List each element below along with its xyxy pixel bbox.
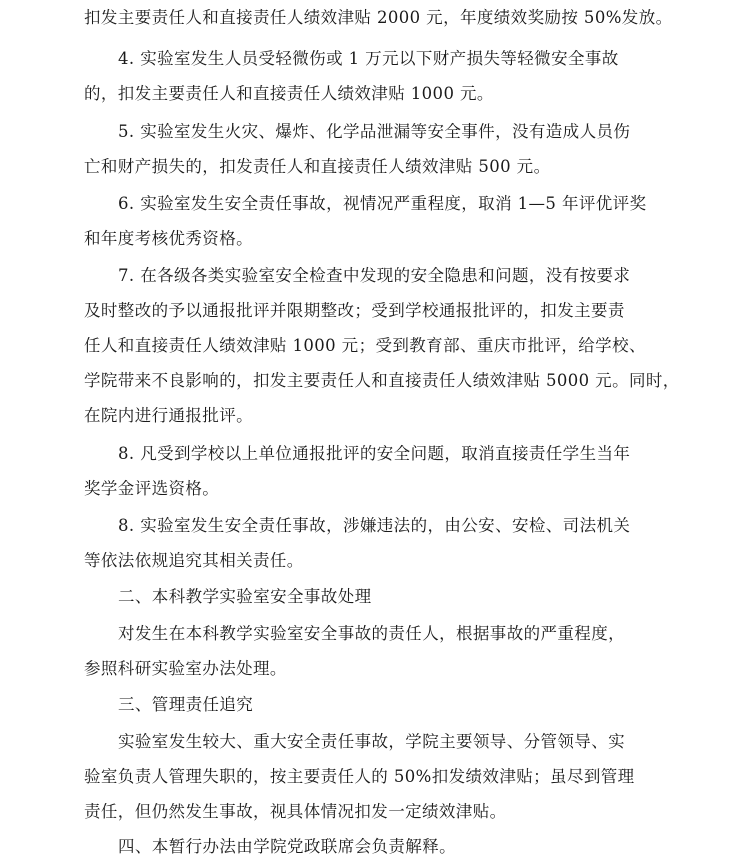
text-line: 和年度考核优秀资格。 — [84, 229, 253, 248]
text-line: 5. 实验室发生火灾、爆炸、化学品泄漏等安全事件，没有造成人员伤 — [118, 122, 631, 141]
text-line: 学院带来不良影响的，扣发主要责任人和直接责任人绩效津贴 5000 元。同时， — [84, 371, 680, 390]
text-line: 8. 实验室发生安全责任事故，涉嫌违法的，由公安、安检、司法机关 — [118, 516, 631, 535]
text-line: 4. 实验室发生人员受轻微伤或 1 万元以下财产损失等轻微安全事故 — [118, 49, 619, 68]
text-line: 等依法依规追究其相关责任。 — [84, 551, 304, 570]
text-line: 6. 实验室发生安全责任事故，视情况严重程度，取消 1—5 年评优评奖 — [118, 194, 647, 213]
text-line: 奖学金评选资格。 — [84, 479, 220, 498]
text-line: 验室负责人管理失职的，按主要责任人的 50%扣发绩效津贴；虽尽到管理 — [84, 767, 635, 786]
text-line: 参照科研实验室办法处理。 — [84, 659, 287, 678]
section-heading-text: 四、本暂行办法由学院党政联席会负责解释。 — [118, 837, 456, 856]
section-heading-text: 二、本科教学实验室安全事故处理 — [118, 587, 372, 606]
text-line: 7. 在各级各类实验室安全检查中发现的安全隐患和问题，没有按要求 — [118, 266, 631, 285]
text-line: 实验室发生较大、重大安全责任事故，学院主要领导、分管领导、实 — [118, 732, 625, 751]
text-line: 的，扣发主要责任人和直接责任人绩效津贴 1000 元。 — [84, 84, 494, 103]
text-line: 责任，但仍然发生事故，视具体情况扣发一定绩效津贴。 — [84, 802, 507, 821]
text-line: 8. 凡受到学校以上单位通报批评的安全问题，取消直接责任学生当年 — [118, 444, 631, 463]
text-line: 任人和直接责任人绩效津贴 1000 元；受到教育部、重庆市批评，给学校、 — [84, 336, 646, 355]
text-line: 及时整改的予以通报批评并限期整改；受到学校通报批评的，扣发主要责 — [84, 301, 625, 320]
text-line: 在院内进行通报批评。 — [84, 406, 253, 425]
text-line: 亡和财产损失的，扣发责任人和直接责任人绩效津贴 500 元。 — [84, 157, 551, 176]
text-line: 扣发主要责任人和直接责任人绩效津贴 2000 元，年度绩效奖励按 50%发放。 — [84, 8, 673, 27]
text-line: 对发生在本科教学实验室安全事故的责任人，根据事故的严重程度， — [118, 624, 625, 643]
section-heading-text: 三、管理责任追究 — [118, 695, 254, 714]
